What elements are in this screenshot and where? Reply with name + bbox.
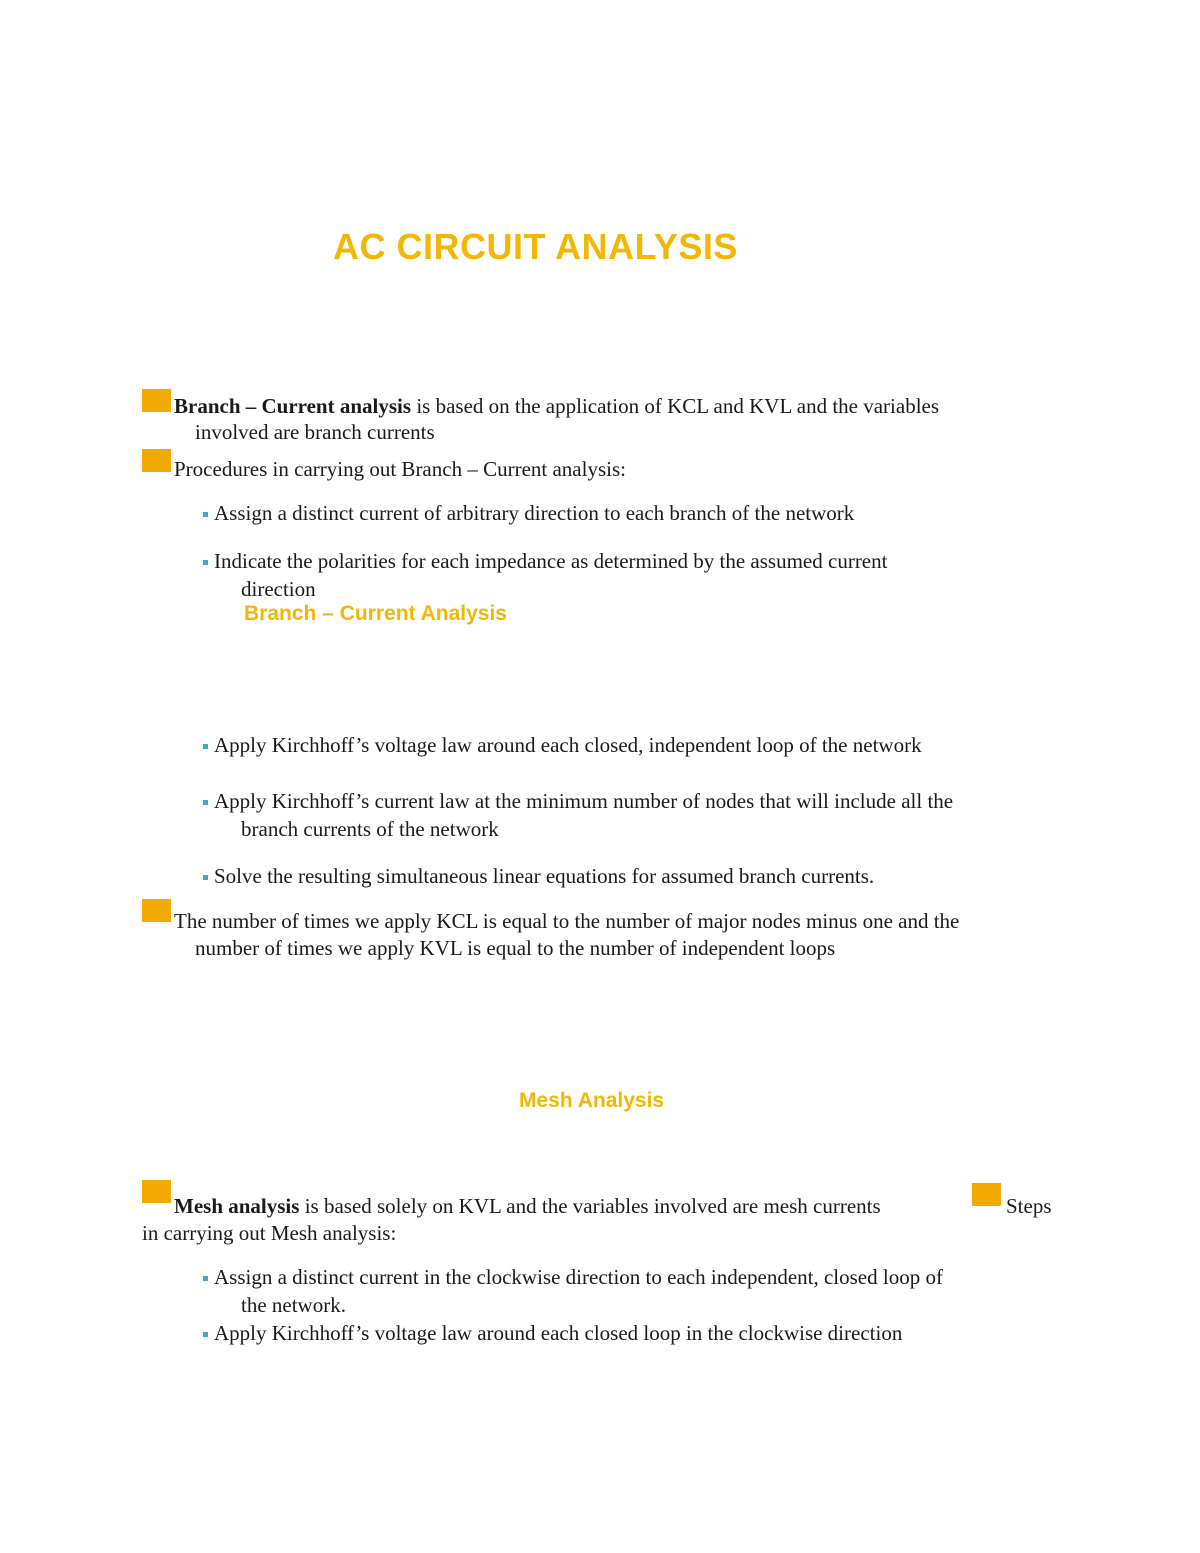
list-item: Apply Kirchhoff’s voltage law around each closed loop in the clockwise direction [203,1319,902,1347]
list-item: Apply Kirchhoff’s current law at the minimum number of nodes that will include all the [203,787,953,815]
branch-definition: is based on the application of KCL and KVL and the variables [411,394,940,418]
kcl-kvl-paragraph: The number of times we apply KCL is equal to the number of major nodes minus one and the [174,909,960,933]
list-item: Indicate the polarities for each impedance as determined by the assumed current [203,547,887,575]
branch-term: Branch – Current analysis [174,394,412,418]
bullet-dot-icon [203,512,208,517]
bullet-dot-icon [203,744,208,749]
list-item-cont: the network. [241,1293,346,1317]
section-subheading: Branch – Current Analysis [244,602,507,625]
bullet-dot-icon [203,800,208,805]
kcl-kvl-paragraph-cont: number of times we apply KVL is equal to the number of independent loops [195,936,836,960]
bullet-dot-icon [203,875,208,880]
list-item: Solve the resulting simultaneous linear equations for assumed branch currents. [203,862,874,890]
square-bullet-icon [142,899,171,922]
bullet-dot-icon [203,1332,208,1337]
list-item: Apply Kirchhoff’s voltage law around each closed, independent loop of the network [203,731,922,759]
mesh-paragraph-cont: in carrying out Mesh analysis: [142,1221,397,1245]
square-bullet-icon [142,1180,171,1203]
list-item: Assign a distinct current of arbitrary direction to each branch of the network [203,499,854,527]
branch-paragraph-1 [174,392,939,420]
list-item-cont: direction [241,577,316,601]
mesh-definition: is based solely on KVL and the variables involved are mesh currents [299,1194,881,1218]
bullet-dot-icon [203,1276,208,1281]
mesh-heading: Mesh Analysis [519,1089,665,1112]
procedures-heading: Procedures in carrying out Branch – Current analysis: [174,457,626,481]
bullet-dot-icon [203,560,208,565]
square-bullet-icon [142,449,171,472]
mesh-paragraph [174,1192,881,1220]
square-bullet-icon [972,1183,1001,1206]
page-title: AC CIRCUIT ANALYSIS [333,226,738,267]
branch-paragraph-1-cont: involved are branch currents [195,420,435,444]
list-item: Assign a distinct current in the clockwise direction to each independent, closed loop of [203,1263,943,1291]
mesh-term: Mesh analysis [174,1194,300,1218]
list-item-cont: branch currents of the network [241,817,499,841]
mesh-steps-label: Steps [1006,1194,1052,1218]
square-bullet-icon [142,389,171,412]
